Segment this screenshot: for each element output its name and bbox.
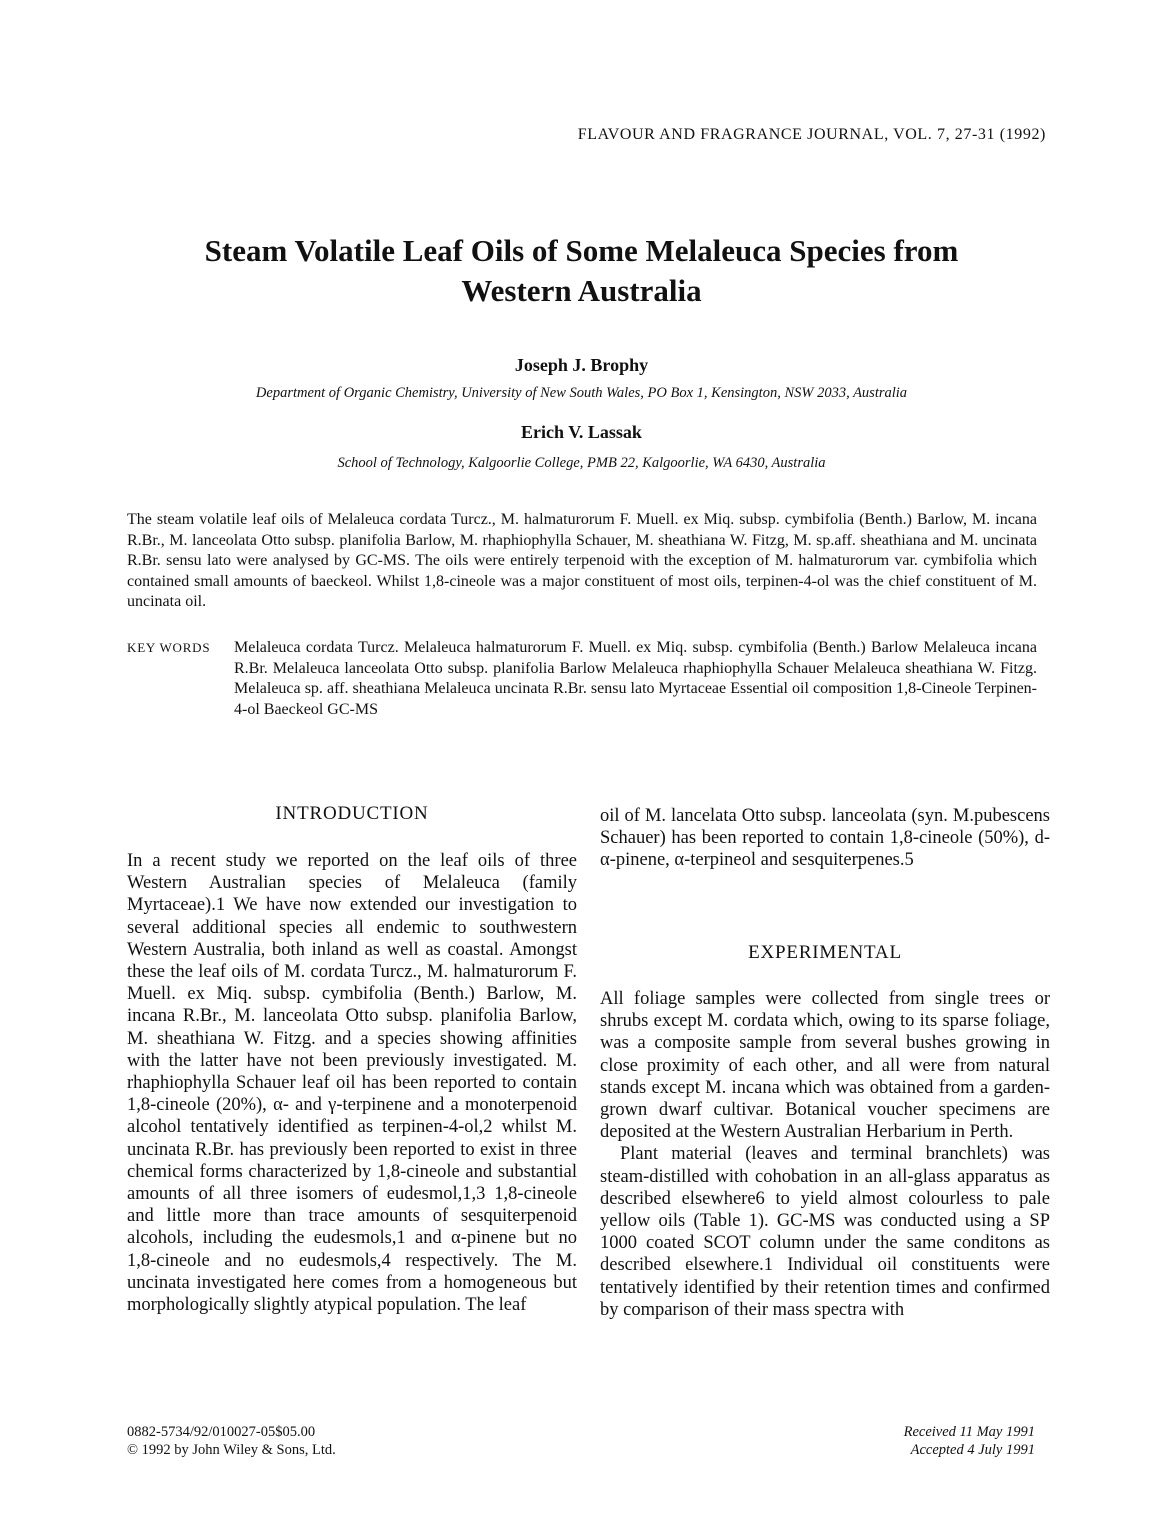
author-1: Joseph J. Brophy xyxy=(514,355,649,375)
experimental-paragraph-1: All foliage samples were collected from single trees or shrubs except M. cordata which, owing to its sparse foliage, was a composite sample from several bushes growing in close proximity of each other, and all were from natural stands except M. incana which was obtained from a garden-grown dwarf cultivar. Botanical voucher specimens are deposited at the Western Australian Herbarium in Perth. xyxy=(600,989,1050,1143)
footer-right xyxy=(904,1423,1035,1459)
journal-header: FLAVOUR AND FRAGRANCE JOURNAL, VOL. 7, 27-31 (1992) xyxy=(577,126,1046,143)
right-column-continuation xyxy=(600,805,1050,872)
article-title xyxy=(0,231,1163,311)
experimental-heading: EXPERIMENTAL xyxy=(748,942,902,963)
footer-code: 0882-5734/92/010027-05$05.00 xyxy=(127,1424,316,1440)
received-date: Received 11 May 1991 xyxy=(903,1424,1035,1440)
affiliation-2: School of Technology, Kalgoorlie College, PMB 22, Kalgoorlie, WA 6430, Australia xyxy=(337,455,826,471)
introduction-text xyxy=(127,850,577,1316)
key-words-label: KEY WORDS xyxy=(127,640,211,655)
introduction-continuation: oil of M. lancelata Otto subsp. lanceolata (syn. M.pubescens Schauer) has been reported to contain 1,8-cineole (50%), d-α-pinene, α-terpineol and sesquiterpenes.5 xyxy=(600,806,1050,871)
footer-copyright: © 1992 by John Wiley & Sons, Ltd. xyxy=(127,1442,336,1458)
title-line-2: Western Australia xyxy=(461,273,702,308)
key-words: Melaleuca cordata Turcz. Melaleuca halmaturorum F. Muell. ex Miq. subsp. cymbifolia (Benth.) Barlow Melaleuca incana R.Br. Melaleuca lanceolata Otto subsp. planifolia Barlow Melaleuca rhaphiophylla Schauer Melaleuca sheathiana W. Fitzg. Melaleuca sp. aff. sheathiana Melaleuca uncinata R.Br. sensu lato Myrtaceae Essential oil composition 1,8-Cineole Terpinen-4-ol Baeckeol GC-MS xyxy=(234,639,1037,718)
affiliation-1: Department of Organic Chemistry, University of New South Wales, PO Box 1, Kensington, NSW 2033, Australia xyxy=(255,385,908,401)
author-2: Erich V. Lassak xyxy=(521,422,642,442)
abstract: The steam volatile leaf oils of Melaleuca cordata Turcz., M. halmaturorum F. Muell. ex Miq. subsp. cymbifolia (Benth.) Barlow, M. incana R.Br., M. lanceolata Otto subsp. planifolia Barlow, M. rhaphiophylla Schauer, M. sheathiana W. Fitzg, M. sp.aff. sheathiana and M. uncinata R.Br. sensu lato were analysed by GC-MS. The oils were entirely terpenoid with the exception of M. halmaturorum var. cymbifolia which contained small amounts of baeckeol. Whilst 1,8-cineole was a major constituent of most oils, terpinen-4-ol was the chief constituent of M. uncinata oil. xyxy=(127,511,1037,610)
accepted-date: Accepted 4 July 1991 xyxy=(910,1442,1035,1458)
title-line-1: Steam Volatile Leaf Oils of Some Melaleuca Species from xyxy=(204,233,959,268)
experimental-paragraph-2: Plant material (leaves and terminal branchlets) was steam-distilled with cohobation in an all-glass apparatus as described elsewhere6 to yield almost colourless to pale yellow oils (Table 1). GC-MS was conducted using a SP 1000 coated SCOT column under the same conditons as described elsewhere.1 Individual oil constituents were tentatively identified by their retention times and confirmed by comparison of their mass spectra with xyxy=(600,1144,1050,1320)
footer-left xyxy=(127,1423,336,1459)
experimental-text xyxy=(600,988,1050,1321)
introduction-heading: INTRODUCTION xyxy=(275,803,429,824)
introduction-paragraph: In a recent study we reported on the leaf oils of three Western Australian species of Melaleuca (family Myrtaceae).1 We have now extended our investigation to several additional species all endemic to southwestern Western Australia, both inland as well as coastal. Amongst these the leaf oils of M. cordata Turcz., M. halmaturorum F. Muell. ex Miq. subsp. cymbifolia (Benth.) Barlow, M. incana R.Br., M. lanceolata Otto subsp. planifolia Barlow, M. sheathiana W. Fitzg. and a species showing affinities with the latter have not been previously investigated. M. rhaphiophylla Schauer leaf oil has been reported to contain 1,8-cineole (20%), α- and γ-terpinene and a monoterpenoid alcohol tentatively identified as terpinen-4-ol,2 whilst M. uncinata R.Br. has previously been reported to exist in three chemical forms characterized by 1,8-cineole and substantial amounts of all three isomers of eudesmol,1,3 1,8-cineole and little more than trace amounts of sesquiterpenoid alcohols, including the eudesmols,1 and α-pinene but no 1,8-cineole and no eudesmols,4 respectively. The M. uncinata investigated here comes from a homogeneous but morphologically slightly atypical population. The leaf xyxy=(127,851,577,1316)
